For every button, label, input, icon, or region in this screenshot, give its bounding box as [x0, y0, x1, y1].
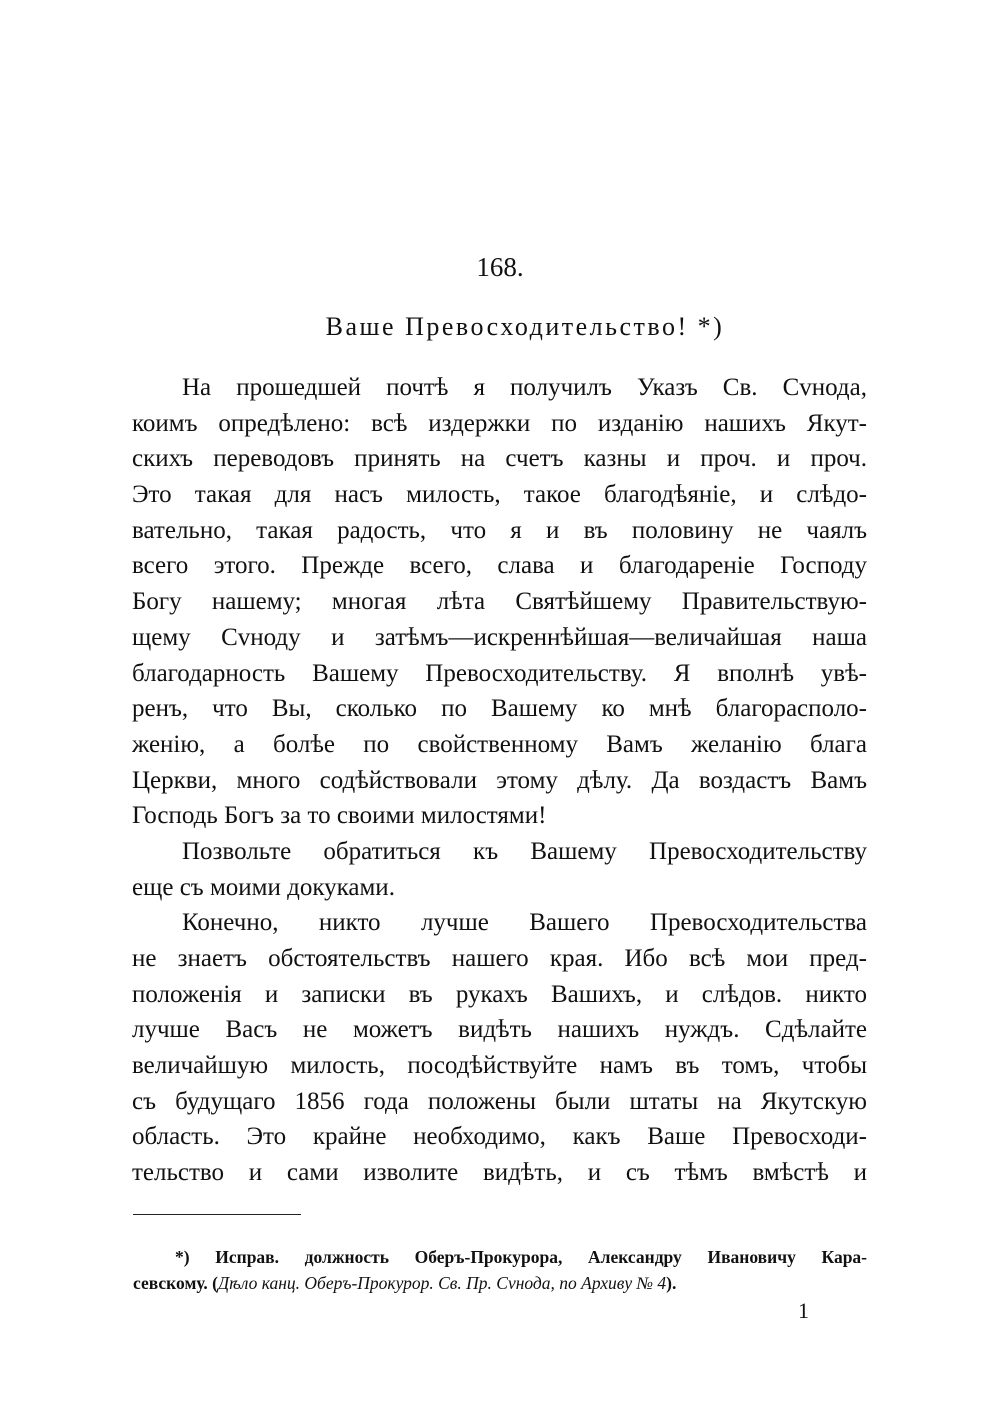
footnote-text-end: ). — [666, 1273, 677, 1293]
footnote-source: Дѣло канц. Оберъ-Прокурор. Св. Пр. Сvнода, по Архиву № 4 — [217, 1273, 667, 1293]
text-line: Позвольте обратиться къ Вашему Превосходительству — [182, 837, 867, 865]
text-line: тельство и сами изволите видѣть, и съ тѣмъ вмѣстѣ и — [132, 1159, 867, 1187]
footnote — [133, 1244, 867, 1296]
text-line: ренъ, что Вы, сколько по Вашему ко мнѣ благорасполо- — [132, 695, 867, 723]
text-line: скихъ переводовъ принять на счетъ казны и проч. и проч. — [132, 445, 867, 473]
page-number: 1 — [798, 1298, 809, 1323]
text-line: щему Сvноду и затѣмъ—искреннѣйшая—величайшая наша — [132, 623, 867, 651]
text-line: Господь Богъ за то своими милостями! — [132, 802, 547, 830]
text-line: еще съ моими докуками. — [132, 873, 395, 901]
text-line: Церкви, много содѣйствовали этому дѣлу. Да воздастъ Вамъ — [132, 766, 867, 794]
text-line: всего этого. Прежде всего, слава и благодареніе Господу — [132, 552, 867, 580]
text-line: Богу нашему; многая лѣта Святѣйшему Правительствую- — [132, 588, 867, 616]
text-line: съ будущаго 1856 года положены были штаты на Якутскую — [132, 1087, 867, 1115]
footnote-line — [133, 1270, 867, 1296]
text-line: благодарность Вашему Превосходительству. Я вполнѣ увѣ- — [132, 659, 867, 687]
letter-body — [132, 370, 867, 1191]
text-line: лучше Васъ не можетъ видѣть нашихъ нуждъ. Сдѣлайте — [132, 1016, 867, 1044]
footnote-divider — [133, 1214, 301, 1215]
text-line: Конечно, никто лучше Вашего Превосходительства — [182, 909, 867, 937]
footnote-text: севскому. ( — [133, 1273, 218, 1293]
text-line: не знаетъ обстоятельствъ нашего края. Ибо всѣ мои пред- — [132, 945, 867, 972]
letter-number: 168. — [476, 252, 524, 282]
text-line: На прошедшей почтѣ я получилъ Указъ Св. Сvнода, — [182, 374, 867, 401]
text-line: положенія и записки въ рукахъ Вашихъ, и слѣдов. никто — [132, 980, 867, 1008]
text-line: величайшую милость, посодѣйствуйте намъ въ томъ, чтобы — [132, 1052, 867, 1080]
text-line: Это такая для насъ милость, такое благодѣяніе, и слѣдо- — [132, 481, 867, 509]
text-line: женію, а болѣе по свойственному Вамъ желанію блага — [132, 730, 867, 758]
text-line: коимъ опредѣлено: всѣ издержки по изданію нашихъ Якут- — [132, 409, 867, 437]
text-line: область. Это крайне необходимо, какъ Ваше Превосходи- — [132, 1123, 867, 1151]
salutation: Ваше Превосходительство! *) — [325, 312, 725, 341]
text-line: вательно, такая радость, что я и въ половину не чаялъ — [132, 516, 867, 544]
footnote-line: *) Исправ. должность Оберъ-Прокурора, Александру Ивановичу Кара- — [175, 1247, 867, 1267]
